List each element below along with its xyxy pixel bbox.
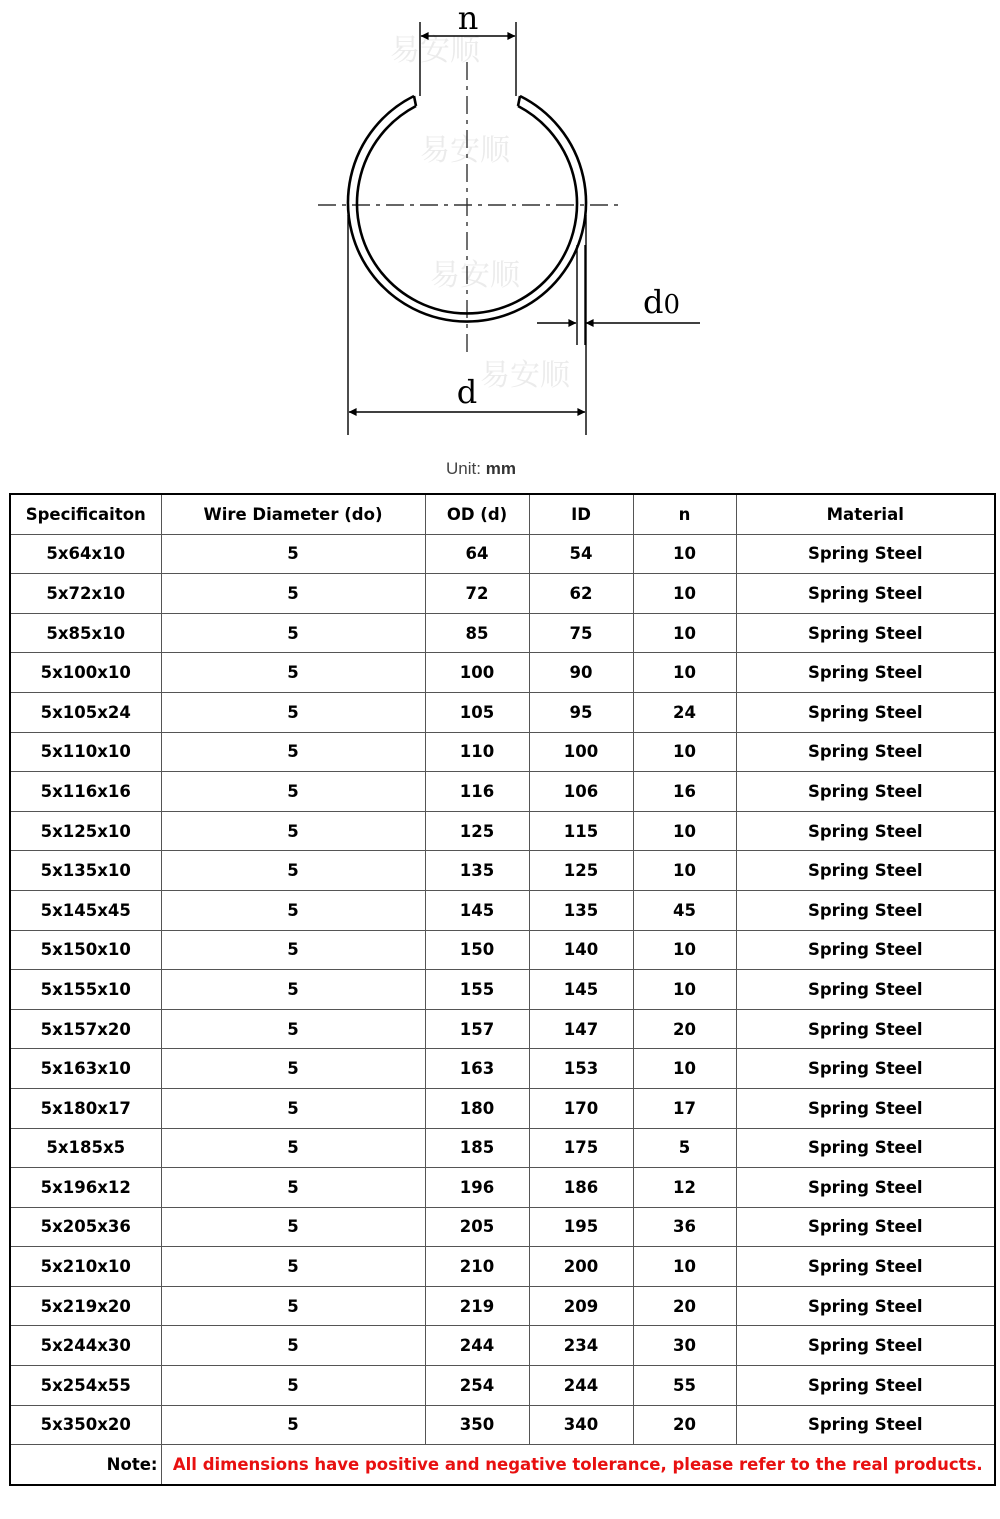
ring-dimension-diagram	[0, 0, 1000, 460]
table-cell: Spring Steel	[736, 732, 995, 772]
table-cell: 10	[633, 1247, 736, 1287]
table-row	[10, 811, 995, 851]
table-row	[10, 1207, 995, 1247]
table-cell: 5	[161, 1366, 425, 1406]
table-cell: 95	[529, 692, 633, 732]
table-cell: 5x125x10	[10, 811, 161, 851]
table-cell: 145	[529, 970, 633, 1010]
table-cell: 5x219x20	[10, 1286, 161, 1326]
table-cell: Spring Steel	[736, 1405, 995, 1445]
table-cell: 5	[161, 613, 425, 653]
table-cell: 135	[529, 890, 633, 930]
table-cell: Spring Steel	[736, 1286, 995, 1326]
table-cell: Spring Steel	[736, 534, 995, 574]
table-cell: 5x157x20	[10, 1009, 161, 1049]
table-row	[10, 1088, 995, 1128]
table-cell: 350	[425, 1405, 529, 1445]
table-cell: 5	[161, 1128, 425, 1168]
table-cell: 5x155x10	[10, 970, 161, 1010]
table-cell: 5x64x10	[10, 534, 161, 574]
table-cell: 140	[529, 930, 633, 970]
table-cell: 90	[529, 653, 633, 693]
watermark-text: 易安顺	[420, 133, 510, 168]
table-cell: 10	[633, 732, 736, 772]
table-cell: 5	[161, 811, 425, 851]
table-cell: 30	[633, 1326, 736, 1366]
table-row	[10, 1128, 995, 1168]
table-cell: 5	[161, 970, 425, 1010]
table-cell: 5	[161, 930, 425, 970]
table-cell: 340	[529, 1405, 633, 1445]
table-cell: 125	[425, 811, 529, 851]
table-cell: 5x350x20	[10, 1405, 161, 1445]
table-cell: 64	[425, 534, 529, 574]
table-cell: 5x196x12	[10, 1168, 161, 1208]
table-cell: 5x105x24	[10, 692, 161, 732]
column-header: Material	[736, 494, 995, 534]
watermark-text: 易安顺	[430, 258, 520, 293]
table-cell: Spring Steel	[736, 653, 995, 693]
table-cell: Spring Steel	[736, 613, 995, 653]
table-cell: 10	[633, 970, 736, 1010]
table-cell: 5	[161, 732, 425, 772]
table-cell: 10	[633, 1049, 736, 1089]
ring-end-left	[414, 96, 416, 106]
table-cell: 10	[633, 930, 736, 970]
d0-label	[643, 283, 680, 321]
table-row	[10, 1049, 995, 1089]
table-cell: Spring Steel	[736, 1009, 995, 1049]
table-cell: 5	[161, 1009, 425, 1049]
table-cell: 100	[529, 732, 633, 772]
table-cell: 20	[633, 1009, 736, 1049]
unit-label: Unit:	[446, 459, 481, 478]
table-row	[10, 970, 995, 1010]
table-header-row	[10, 494, 995, 534]
table-cell: 5x135x10	[10, 851, 161, 891]
table-cell: Spring Steel	[736, 1326, 995, 1366]
table-cell: 210	[425, 1247, 529, 1287]
table-cell: 12	[633, 1168, 736, 1208]
table-cell: 16	[633, 772, 736, 812]
table-row	[10, 653, 995, 693]
table-cell: 17	[633, 1088, 736, 1128]
watermark	[390, 33, 571, 393]
d-label: d	[456, 373, 478, 411]
unit-caption	[0, 459, 962, 479]
table-row	[10, 1247, 995, 1287]
table-cell: 219	[425, 1286, 529, 1326]
table-cell: 209	[529, 1286, 633, 1326]
table-cell: 200	[529, 1247, 633, 1287]
spec-table	[9, 493, 996, 1486]
table-cell: 36	[633, 1207, 736, 1247]
table-cell: 175	[529, 1128, 633, 1168]
table-row	[10, 1168, 995, 1208]
column-header: OD (d)	[425, 494, 529, 534]
table-cell: 100	[425, 653, 529, 693]
table-cell: 5x180x17	[10, 1088, 161, 1128]
table-cell: Spring Steel	[736, 890, 995, 930]
table-cell: 244	[529, 1366, 633, 1406]
table-row	[10, 534, 995, 574]
table-row	[10, 1366, 995, 1406]
ring-end-right	[518, 96, 520, 106]
table-row	[10, 890, 995, 930]
column-header: n	[633, 494, 736, 534]
table-cell: 5	[161, 692, 425, 732]
table-cell: 170	[529, 1088, 633, 1128]
table-cell: 110	[425, 732, 529, 772]
table-cell: 5	[161, 534, 425, 574]
table-row	[10, 772, 995, 812]
table-cell: 10	[633, 574, 736, 614]
table-cell: 45	[633, 890, 736, 930]
table-cell: 195	[529, 1207, 633, 1247]
table-row	[10, 851, 995, 891]
watermark-text: 易安顺	[480, 358, 570, 393]
table-cell: Spring Steel	[736, 1049, 995, 1089]
table-cell: Spring Steel	[736, 851, 995, 891]
table-cell: 5	[161, 1207, 425, 1247]
table-cell: 5	[161, 574, 425, 614]
table-row	[10, 930, 995, 970]
table-cell: 5	[161, 1326, 425, 1366]
table-cell: 5	[161, 1286, 425, 1326]
table-cell: 105	[425, 692, 529, 732]
table-cell: 244	[425, 1326, 529, 1366]
table-cell: 153	[529, 1049, 633, 1089]
table-cell: 5	[161, 1405, 425, 1445]
table-cell: 5x210x10	[10, 1247, 161, 1287]
table-cell: Spring Steel	[736, 1088, 995, 1128]
table-row	[10, 1009, 995, 1049]
table-cell: 125	[529, 851, 633, 891]
table-row	[10, 613, 995, 653]
note-text: All dimensions have positive and negative tolerance, please refer to the real products.	[161, 1445, 995, 1485]
table-cell: Spring Steel	[736, 1207, 995, 1247]
note-row	[10, 1445, 995, 1485]
table-cell: 55	[633, 1366, 736, 1406]
d0-label-main: d	[643, 283, 664, 321]
table-cell: 20	[633, 1286, 736, 1326]
table-cell: 85	[425, 613, 529, 653]
table-cell: 145	[425, 890, 529, 930]
table-cell: 185	[425, 1128, 529, 1168]
table-row	[10, 1326, 995, 1366]
table-cell: 150	[425, 930, 529, 970]
table-cell: 116	[425, 772, 529, 812]
table-row	[10, 1405, 995, 1445]
table-cell: 24	[633, 692, 736, 732]
table-cell: 115	[529, 811, 633, 851]
table-cell: 5	[161, 1247, 425, 1287]
table-cell: 5	[161, 890, 425, 930]
table-cell: 5x150x10	[10, 930, 161, 970]
column-header: Wire Diameter (do)	[161, 494, 425, 534]
table-cell: 5	[161, 1168, 425, 1208]
table-cell: 10	[633, 653, 736, 693]
table-cell: 10	[633, 851, 736, 891]
table-cell: 5	[161, 851, 425, 891]
column-header: ID	[529, 494, 633, 534]
note-label: Note:	[10, 1445, 161, 1485]
table-cell: 62	[529, 574, 633, 614]
table-cell: 5x185x5	[10, 1128, 161, 1168]
table-cell: Spring Steel	[736, 574, 995, 614]
table-cell: 157	[425, 1009, 529, 1049]
table-row	[10, 574, 995, 614]
table-cell: 5x72x10	[10, 574, 161, 614]
table-cell: 5	[161, 1088, 425, 1128]
table-cell: 54	[529, 534, 633, 574]
table-cell: Spring Steel	[736, 970, 995, 1010]
table-cell: 147	[529, 1009, 633, 1049]
table-cell: 5	[161, 653, 425, 693]
table-cell: 5x205x36	[10, 1207, 161, 1247]
table-cell: 5	[633, 1128, 736, 1168]
table-cell: 5x145x45	[10, 890, 161, 930]
table-cell: 186	[529, 1168, 633, 1208]
table-cell: 72	[425, 574, 529, 614]
table-cell: Spring Steel	[736, 772, 995, 812]
table-cell: 5x254x55	[10, 1366, 161, 1406]
table-cell: 5x110x10	[10, 732, 161, 772]
table-cell: 135	[425, 851, 529, 891]
table-cell: Spring Steel	[736, 1168, 995, 1208]
n-label: n	[457, 0, 479, 37]
table-cell: Spring Steel	[736, 1128, 995, 1168]
table-cell: Spring Steel	[736, 1366, 995, 1406]
column-header: Specificaiton	[10, 494, 161, 534]
table-cell: 254	[425, 1366, 529, 1406]
table-cell: 10	[633, 811, 736, 851]
table-cell: 5x163x10	[10, 1049, 161, 1089]
table-cell: Spring Steel	[736, 811, 995, 851]
table-cell: 10	[633, 534, 736, 574]
table-row	[10, 692, 995, 732]
table-cell: 205	[425, 1207, 529, 1247]
table-cell: 196	[425, 1168, 529, 1208]
table-cell: Spring Steel	[736, 1247, 995, 1287]
table-cell: 163	[425, 1049, 529, 1089]
table-cell: Spring Steel	[736, 930, 995, 970]
table-cell: 180	[425, 1088, 529, 1128]
table-cell: Spring Steel	[736, 692, 995, 732]
table-cell: 155	[425, 970, 529, 1010]
table-row	[10, 1286, 995, 1326]
table-cell: 10	[633, 613, 736, 653]
table-cell: 234	[529, 1326, 633, 1366]
table-cell: 5x85x10	[10, 613, 161, 653]
table-row	[10, 732, 995, 772]
table-cell: 20	[633, 1405, 736, 1445]
watermark-text: 易安顺	[390, 33, 480, 68]
unit-value: mm	[485, 459, 516, 478]
table-cell: 5x116x16	[10, 772, 161, 812]
table-cell: 5	[161, 772, 425, 812]
table-cell: 75	[529, 613, 633, 653]
table-cell: 106	[529, 772, 633, 812]
table-cell: 5	[161, 1049, 425, 1089]
table-cell: 5x100x10	[10, 653, 161, 693]
d0-label-sub: 0	[663, 290, 681, 320]
table-cell: 5x244x30	[10, 1326, 161, 1366]
